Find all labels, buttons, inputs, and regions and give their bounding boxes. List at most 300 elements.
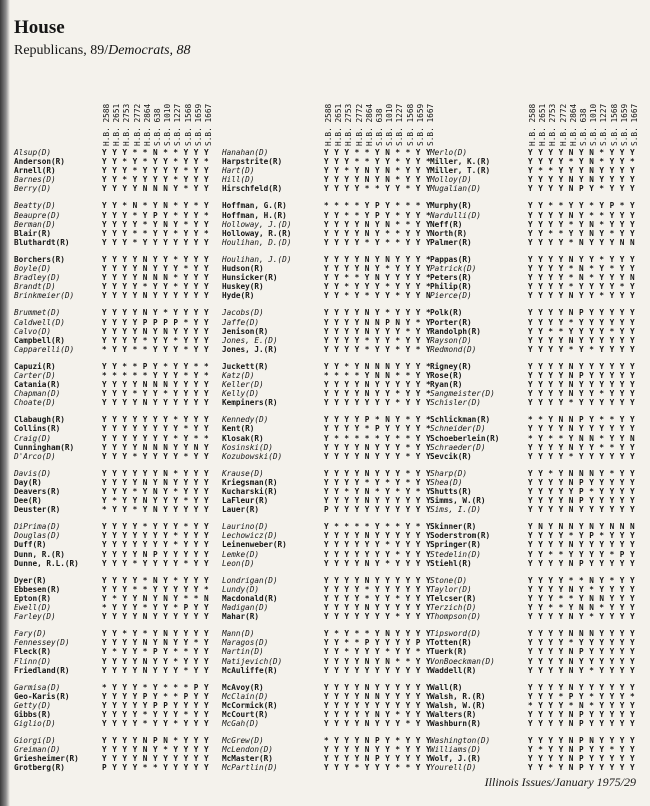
vote-mark: * — [183, 317, 189, 327]
vote-mark: Y — [609, 612, 615, 622]
vote-mark: Y — [599, 264, 605, 274]
vote-mark: * — [183, 647, 189, 657]
vote-mark: Y — [579, 148, 584, 157]
vote-mark: Y — [364, 370, 370, 380]
vote-mark: Y — [334, 361, 339, 371]
vote-mark: P — [183, 603, 189, 613]
vote-mark: Y — [609, 656, 615, 666]
vote-mark: Y — [538, 442, 543, 452]
vote-mark: Y — [112, 522, 117, 532]
bill-header: H.B. 2753 — [122, 103, 132, 146]
vote-mark: Y — [415, 665, 421, 675]
page-binding-shadow — [0, 0, 10, 806]
vote-mark: Y — [528, 477, 533, 487]
vote-mark: Y — [102, 273, 107, 283]
vote-mark: Y — [538, 273, 543, 283]
vote-mark: * — [630, 157, 635, 167]
vote-mark: * — [395, 228, 401, 238]
vote-mark: Y — [395, 665, 401, 675]
vote-mark: Y — [375, 575, 380, 585]
vote-mark: Y — [528, 736, 533, 746]
vote-mark: Y — [334, 148, 339, 157]
vote-mark: Y — [415, 451, 421, 461]
vote-mark: * — [426, 361, 431, 371]
vote-mark: Y — [589, 540, 594, 550]
vote-mark: Y — [153, 719, 158, 729]
vote-mark: Y — [132, 477, 138, 487]
member-name: Shea(D) — [430, 477, 463, 487]
member-name: Martin(D) — [222, 647, 264, 657]
vote-mark: Y — [589, 505, 594, 515]
vote-mark: * — [548, 468, 554, 478]
vote-mark: Y — [548, 629, 554, 639]
vote-mark: * — [538, 415, 543, 425]
vote-mark: P — [579, 415, 584, 425]
vote-mark: Y — [163, 344, 168, 354]
vote-mark: * — [132, 166, 138, 176]
vote-mark: Y — [395, 647, 401, 657]
member-name: Beaupre(D) — [14, 210, 61, 220]
member-name: Capuzi(R) — [14, 361, 56, 371]
vote-mark: N — [153, 380, 158, 390]
vote-mark: Y — [579, 549, 584, 559]
vote-mark: N — [589, 603, 594, 613]
vote-mark: Y — [405, 736, 411, 746]
vote-mark: Y — [558, 584, 564, 594]
vote-mark: Y — [183, 736, 189, 746]
vote-mark: * — [173, 148, 179, 157]
vote-mark: Y — [193, 210, 199, 220]
vote-mark: Y — [122, 700, 128, 710]
vote-mark: Y — [122, 433, 128, 443]
vote-mark: Y — [112, 308, 117, 318]
vote-mark: Y — [538, 451, 543, 461]
vote-mark: Y — [599, 665, 605, 675]
vote-mark: Y — [102, 531, 107, 541]
vote-mark: Y — [183, 442, 189, 452]
bill-header: S.B. 1227 — [395, 103, 405, 146]
vote-mark: Y — [558, 424, 564, 434]
vote-mark: * — [385, 282, 390, 292]
vote-mark: Y — [609, 389, 615, 399]
vote-mark: Y — [334, 593, 339, 603]
vote-mark: * — [548, 549, 554, 559]
vote-mark: Y — [193, 424, 199, 434]
vote-mark: * — [132, 237, 138, 247]
vote-mark: P — [193, 682, 199, 692]
vote-mark: Y — [630, 700, 635, 710]
vote-mark: Y — [630, 549, 635, 559]
vote-mark: N — [153, 148, 158, 157]
vote-mark: Y — [589, 237, 594, 247]
vote-mark: P — [579, 763, 584, 773]
vote-mark: Y — [426, 763, 431, 773]
vote-mark: N — [375, 361, 380, 371]
vote-mark: Y — [102, 612, 107, 622]
vote-mark: Y — [102, 558, 107, 568]
vote-mark: Y — [599, 175, 605, 185]
vote-mark: Y — [415, 157, 421, 167]
member-name: Thompson(D) — [430, 612, 481, 622]
member-name: Leinenweber(R) — [222, 540, 287, 550]
vote-mark: * — [173, 157, 179, 167]
vote-mark: Y — [354, 326, 360, 336]
vote-mark: Y — [426, 558, 431, 568]
vote-mark: N — [568, 415, 574, 425]
member-name: Sims, I.(D) — [430, 505, 481, 515]
vote-mark: Y — [385, 709, 390, 719]
bill-header: S.B. 1568 — [183, 103, 193, 146]
member-name: Hoffman, G.(R) — [222, 201, 287, 211]
vote-mark: N — [142, 549, 148, 559]
vote-mark: * — [395, 612, 401, 622]
vote-mark: Y — [415, 468, 421, 478]
vote-mark: Y — [163, 282, 168, 292]
vote-mark: N — [568, 665, 574, 675]
member-name: Porter(R) — [430, 317, 472, 327]
member-name: Jones, J.(R) — [222, 344, 278, 354]
vote-mark: N — [568, 584, 574, 594]
vote-mark: Y — [426, 184, 431, 194]
member-name: McGrew(D) — [222, 736, 264, 746]
vote-mark: Y — [558, 709, 564, 719]
vote-mark: Y — [548, 264, 554, 274]
vote-mark: Y — [619, 335, 625, 345]
vote-mark: Y — [415, 709, 421, 719]
vote-mark: N — [609, 522, 615, 532]
vote-mark: Y — [354, 228, 360, 238]
vote-mark: Y — [415, 361, 421, 371]
vote-mark: Y — [193, 505, 199, 515]
vote-mark: Y — [375, 228, 380, 238]
vote-mark: * — [405, 184, 411, 194]
vote-mark: Y — [405, 593, 411, 603]
vote-mark: N — [568, 505, 574, 515]
vote-mark: Y — [324, 496, 329, 506]
vote-mark: Y — [599, 754, 605, 764]
vote-mark: Y — [415, 398, 421, 408]
vote-mark: * — [426, 389, 431, 399]
vote-mark: Y — [426, 219, 431, 229]
vote-mark: Y — [132, 656, 138, 666]
member-name: Davis(D) — [14, 468, 52, 478]
vote-mark: * — [599, 389, 605, 399]
vote-mark: Y — [630, 468, 635, 478]
vote-mark: Y — [619, 700, 625, 710]
vote-mark: * — [364, 522, 370, 532]
vote-mark: Y — [102, 317, 107, 327]
vote-mark: * — [385, 647, 390, 657]
vote-mark: Y — [183, 326, 189, 336]
vote-mark: Y — [163, 264, 168, 274]
vote-mark: Y — [619, 451, 625, 461]
vote-mark: Y — [426, 656, 431, 666]
vote-mark: * — [548, 166, 554, 176]
member-name: Mugalian(D) — [430, 184, 481, 194]
vote-mark: * — [395, 736, 401, 746]
vote-mark: Y — [193, 415, 199, 425]
vote-mark: Y — [619, 398, 625, 408]
vote-mark: Y — [334, 344, 339, 354]
vote-mark: Y — [538, 540, 543, 550]
vote-mark: N — [163, 380, 168, 390]
vote-mark: Y — [375, 335, 380, 345]
vote-mark: Y — [173, 745, 179, 755]
vote-mark: Y — [354, 745, 360, 755]
vote-mark: Y — [132, 308, 138, 318]
vote-mark: Y — [193, 522, 199, 532]
vote-mark: * — [568, 398, 574, 408]
vote-mark: * — [405, 477, 411, 487]
vote-mark: Y — [619, 308, 625, 318]
vote-mark: Y — [385, 451, 390, 461]
member-name: Lechowicz(D) — [222, 531, 278, 541]
member-name: D'Arco(D) — [14, 451, 56, 461]
vote-mark: Y — [426, 745, 431, 755]
vote-mark: Y — [548, 505, 554, 515]
vote-mark: * — [426, 273, 431, 283]
vote-mark: N — [589, 736, 594, 746]
vote-mark: Y — [558, 719, 564, 729]
vote-mark: Y — [385, 291, 390, 301]
vote-mark: Y — [405, 638, 411, 648]
vote-mark: Y — [415, 273, 421, 283]
vote-mark: Y — [548, 754, 554, 764]
vote-mark: P — [579, 477, 584, 487]
vote-mark: Y — [193, 719, 199, 729]
vote-mark: Y — [385, 344, 390, 354]
bill-header: S.B. 638 — [153, 108, 162, 146]
vote-mark: Y — [193, 647, 199, 657]
vote-mark: Y — [364, 398, 370, 408]
page-footer: Illinois Issues/January 1975/29 — [484, 775, 636, 789]
member-name: Bluthardt(R) — [14, 237, 70, 247]
vote-mark: Y — [122, 745, 128, 755]
vote-mark: Y — [415, 415, 421, 425]
vote-mark: Y — [528, 166, 533, 176]
vote-mark: Y — [344, 398, 350, 408]
vote-mark: * — [193, 593, 199, 603]
vote-mark: * — [344, 210, 350, 220]
vote-mark: * — [112, 647, 117, 657]
vote-mark: Y — [630, 593, 635, 603]
vote-mark: Y — [426, 754, 431, 764]
vote-mark: * — [183, 370, 189, 380]
vote-mark: Y — [558, 210, 564, 220]
vote-mark: * — [183, 451, 189, 461]
member-name: Giorgi(D) — [14, 736, 56, 746]
vote-mark: * — [609, 264, 615, 274]
vote-mark: Y — [538, 736, 543, 746]
vote-mark: Y — [344, 326, 350, 336]
vote-mark: Y — [579, 682, 584, 692]
vote-mark: Y — [395, 468, 401, 478]
vote-mark: Y — [548, 736, 554, 746]
vote-mark: N — [364, 442, 370, 452]
vote-mark: Y — [415, 496, 421, 506]
vote-mark: N — [385, 148, 390, 157]
vote-mark: Y — [344, 148, 350, 157]
vote-mark: Y — [153, 531, 158, 541]
vote-mark: * — [183, 424, 189, 434]
bill-header: H.B. 2651 — [334, 103, 344, 146]
member-name: Stiehl(R) — [430, 558, 472, 568]
vote-mark: Y — [528, 201, 533, 211]
vote-mark: Y — [132, 629, 138, 639]
vote-mark: N — [385, 629, 390, 639]
vote-mark: Y — [193, 691, 199, 701]
vote-mark: Y — [609, 629, 615, 639]
vote-mark: N — [568, 291, 574, 301]
vote-mark: Y — [324, 549, 329, 559]
vote-mark: Y — [163, 433, 168, 443]
vote-mark: Y — [630, 496, 635, 506]
vote-mark: Y — [324, 175, 329, 185]
vote-mark: Y — [589, 656, 594, 666]
vote-mark: N — [385, 175, 390, 185]
vote-mark: Y — [395, 754, 401, 764]
vote-mark: Y — [405, 308, 411, 318]
vote-mark: * — [568, 451, 574, 461]
vote-mark: Y — [364, 647, 370, 657]
member-name: Totten(R) — [430, 638, 472, 648]
vote-mark: P — [579, 308, 584, 318]
vote-mark: Y — [112, 549, 117, 559]
vote-mark: Y — [589, 745, 594, 755]
member-name: Yourell(D) — [430, 763, 477, 773]
vote-mark: * — [132, 505, 138, 515]
vote-mark: Y — [132, 157, 138, 167]
vote-mark: Y — [173, 505, 179, 515]
vote-mark: Y — [548, 540, 554, 550]
vote-mark: * — [568, 638, 574, 648]
vote-mark: Y — [528, 487, 533, 496]
vote-mark: Y — [344, 264, 350, 274]
vote-mark: Y — [405, 584, 411, 594]
vote-mark: Y — [415, 291, 421, 301]
vote-mark: Y — [579, 522, 584, 532]
member-name: Griesheimer(R) — [14, 754, 79, 764]
vote-mark: Y — [354, 264, 360, 274]
vote-mark: Y — [619, 415, 625, 425]
vote-mark: Y — [599, 682, 605, 692]
vote-mark: N — [142, 184, 148, 194]
vote-mark: * — [142, 522, 148, 532]
vote-mark: * — [548, 433, 554, 443]
vote-mark: Y — [415, 442, 421, 452]
member-name: Holloway, R.(R) — [222, 228, 292, 238]
vote-mark: Y — [102, 326, 107, 336]
member-name: Maragos(D) — [222, 638, 269, 648]
vote-mark: * — [548, 326, 554, 336]
vote-mark: Y — [112, 638, 117, 648]
vote-mark: * — [395, 335, 401, 345]
vote-mark: Y — [354, 496, 360, 506]
vote-mark: Y — [122, 398, 128, 408]
vote-mark: Y — [193, 335, 199, 345]
vote-mark: Y — [112, 254, 117, 264]
vote-mark: N — [153, 273, 158, 283]
vote-mark: Y — [589, 291, 594, 301]
vote-mark: Y — [193, 575, 199, 585]
vote-mark: Y — [426, 175, 431, 185]
vote-mark: Y — [102, 754, 107, 764]
member-name: Friedland(R) — [14, 665, 70, 675]
vote-mark: Y — [112, 166, 117, 176]
vote-mark: Y — [183, 361, 189, 371]
vote-mark: Y — [344, 451, 350, 461]
vote-mark: Y — [415, 558, 421, 568]
vote-mark: * — [142, 228, 148, 238]
vote-mark: Y — [630, 282, 635, 292]
vote-mark: Y — [334, 487, 339, 496]
vote-mark: Y — [324, 468, 329, 478]
vote-mark: Y — [193, 558, 199, 568]
vote-mark: * — [132, 584, 138, 594]
vote-mark: Y — [163, 612, 168, 622]
vote-mark: Y — [528, 451, 533, 461]
vote-mark: Y — [354, 575, 360, 585]
vote-mark: Y — [334, 638, 339, 648]
vote-mark: Y — [528, 682, 533, 692]
vote-mark: Y — [548, 496, 554, 506]
vote-mark: Y — [132, 754, 138, 764]
vote-mark: Y — [204, 148, 209, 157]
vote-mark: Y — [599, 522, 605, 532]
vote-mark: P — [375, 201, 380, 211]
vote-mark: Y — [112, 451, 117, 461]
vote-mark: Y — [354, 237, 360, 247]
vote-mark: Y — [375, 665, 380, 675]
vote-mark: Y — [558, 754, 564, 764]
vote-mark: Y — [630, 531, 635, 541]
bill-header: S.B. 1667 — [204, 103, 213, 146]
vote-mark: Y — [324, 575, 329, 585]
member-name: Wall(R) — [430, 682, 463, 692]
vote-mark: Y — [344, 468, 350, 478]
vote-mark: Y — [395, 584, 401, 594]
vote-mark: N — [589, 175, 594, 185]
vote-mark: Y — [405, 496, 411, 506]
vote-mark: * — [395, 709, 401, 719]
vote-mark: P — [579, 487, 584, 496]
vote-mark: Y — [528, 522, 533, 532]
vote-mark: Y — [579, 380, 584, 390]
vote-mark: * — [173, 736, 179, 746]
vote-mark: * — [405, 326, 411, 336]
vote-mark: P — [153, 700, 158, 710]
member-name: Terzich(D) — [430, 603, 477, 613]
vote-mark: Y — [344, 335, 350, 345]
vote-mark: Y — [153, 335, 158, 345]
vote-mark: Y — [538, 709, 543, 719]
vote-mark: * — [193, 433, 199, 443]
vote-mark: Y — [122, 308, 128, 318]
vote-mark: Y — [630, 477, 635, 487]
vote-mark: Y — [558, 451, 564, 461]
vote-mark: Y — [112, 709, 117, 719]
vote-mark: Y — [204, 603, 209, 613]
vote-mark: * — [112, 593, 117, 603]
vote-mark: Y — [102, 665, 107, 675]
vote-mark: * — [589, 691, 594, 701]
vote-mark: * — [405, 148, 411, 157]
vote-mark: Y — [619, 531, 625, 541]
vote-mark: * — [375, 433, 380, 443]
vote-mark: Y — [405, 745, 411, 755]
vote-mark: Y — [354, 389, 360, 399]
vote-mark: Y — [609, 540, 615, 550]
